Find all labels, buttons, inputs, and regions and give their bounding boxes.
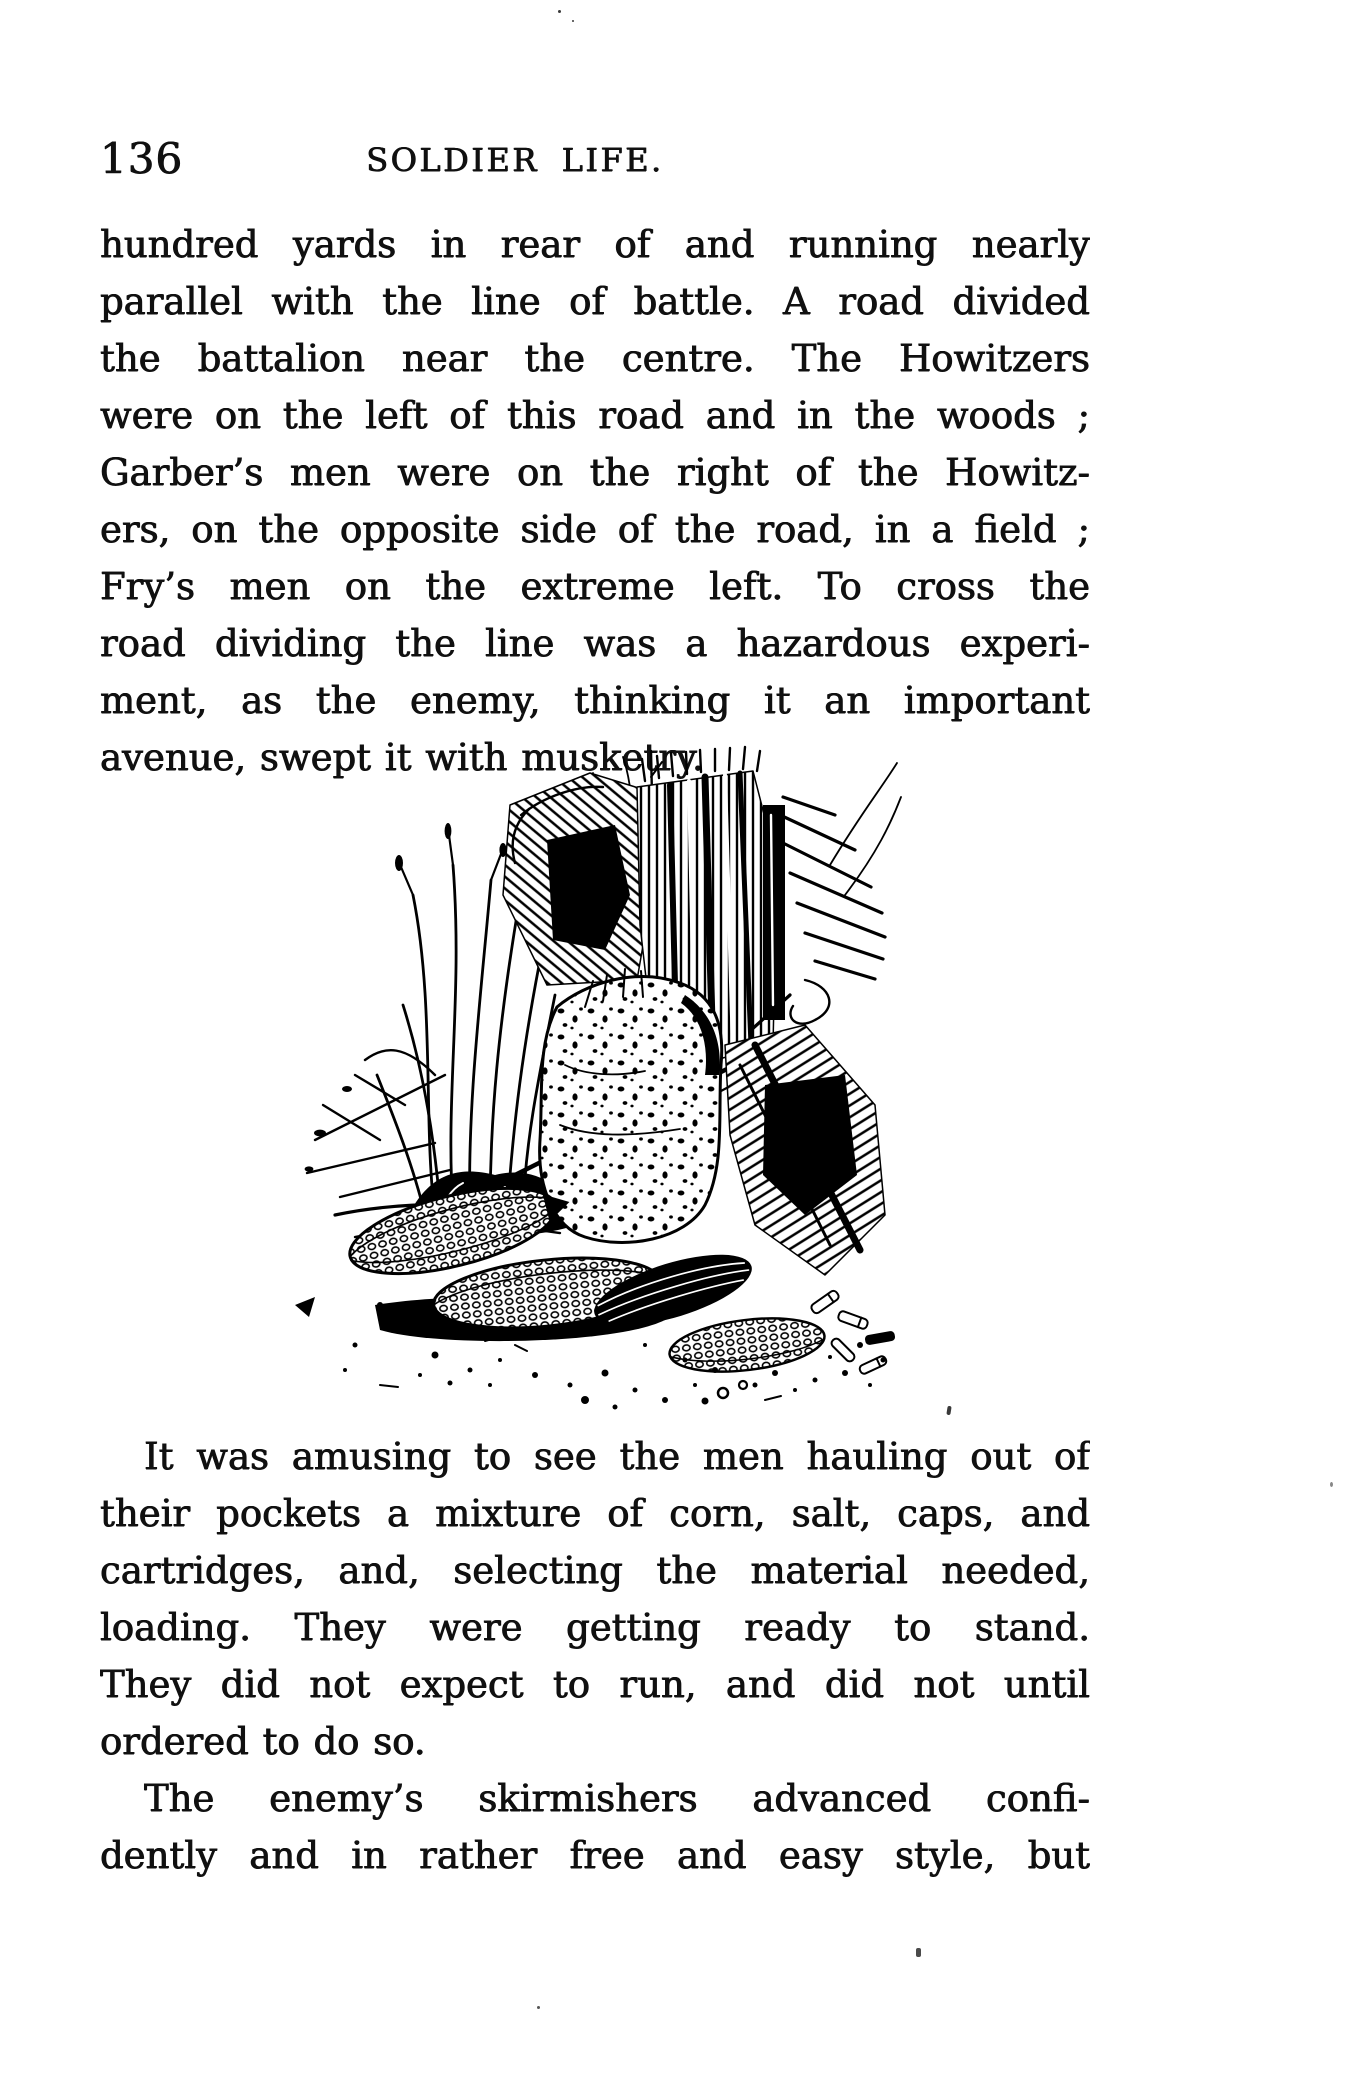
- text-line: parallel with the line of battle. A road divided: [100, 280, 1090, 323]
- text-line: cartridges, and, selecting the material needed,: [100, 1549, 1090, 1592]
- page-number: 136: [100, 134, 184, 183]
- paragraph-3: [100, 1770, 1090, 1884]
- text-line: ordered to do so.: [100, 1720, 426, 1763]
- text-line: They did not expect to run, and did not until: [100, 1663, 1090, 1706]
- text-line: ment, as the enemy, thinking it an important: [100, 679, 1090, 722]
- text-line: the battalion near the centre. The Howitzers: [100, 337, 1090, 380]
- scan-speck: [558, 10, 561, 13]
- scan-speck: [537, 2006, 540, 2009]
- shadow-mass-right: [725, 1025, 885, 1275]
- text-line: road dividing the line was a hazardous experi-: [100, 622, 1090, 665]
- book-illustration: [285, 745, 905, 1435]
- figure: [285, 745, 905, 1435]
- text-line: were on the left of this road and in the woods ;: [100, 394, 1090, 437]
- scan-speck: [572, 20, 574, 22]
- scan-speck: [946, 1406, 951, 1416]
- text-line: ers, on the opposite side of the road, in a field ;: [100, 508, 1090, 551]
- scan-speck: [916, 1948, 921, 1957]
- text-line: The enemy’s skirmishers advanced confi-: [144, 1777, 1090, 1820]
- text-line: hundred yards in rear of and running nearly: [100, 223, 1090, 266]
- text-line: avenue, swept it with musketry.: [100, 736, 704, 779]
- text-line: loading. They were getting ready to stand.: [100, 1606, 1090, 1649]
- thicket: [503, 773, 657, 985]
- paragraph-2: [100, 1428, 1090, 1770]
- running-head: [100, 134, 1090, 186]
- text-line: dently and in rather free and easy style, but: [100, 1834, 1090, 1877]
- text-line: their pockets a mixture of corn, salt, caps, and: [100, 1492, 1090, 1535]
- text-line: Fry’s men on the extreme left. To cross the: [100, 565, 1090, 608]
- text-line: Garber’s men were on the right of the Howitz-: [100, 451, 1090, 494]
- running-title: SOLDIER LIFE.: [366, 141, 664, 179]
- text-line: It was amusing to see the men hauling out of: [144, 1435, 1090, 1478]
- scan-speck: [1330, 1482, 1333, 1487]
- paragraph-1: [100, 216, 1090, 786]
